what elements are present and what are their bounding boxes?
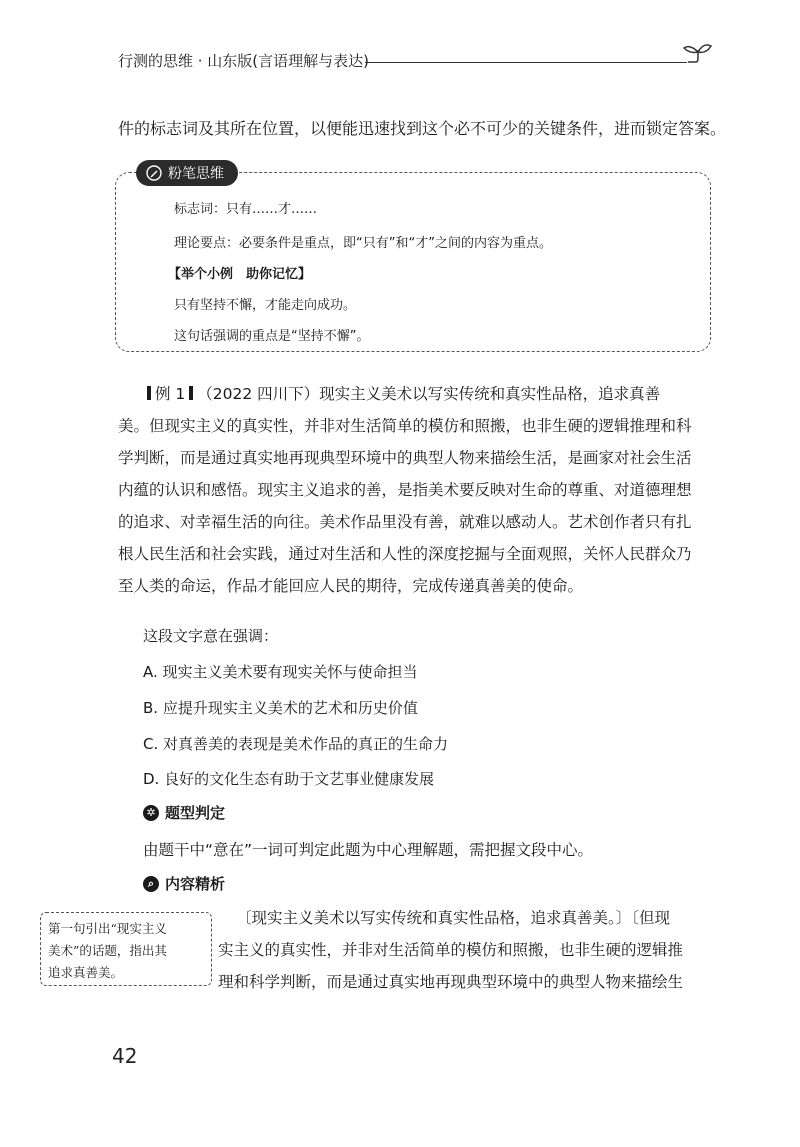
tip-line: 这句话强调的重点是“坚持不懈”。 <box>174 329 370 344</box>
tip-box-title: 粉笔思维 <box>168 166 224 182</box>
sprout-icon <box>680 40 714 70</box>
example-text: 现实主义美术以写实传统和真实性品格，追求真善 <box>319 385 661 403</box>
option-d: D. 良好的文化生态有助于文艺事业健康发展 <box>143 770 435 788</box>
example-first-line <box>143 382 660 404</box>
header-rule <box>365 62 687 63</box>
example-line: 学判断，而是通过真实地再现典型环境中的典型人物来描绘生活，是画家对社会生活 <box>118 449 692 467</box>
example-line: 至人类的命运，作品才能回应人民的期待，完成传递真善美的使命。 <box>118 577 584 595</box>
example-label: 例 1 <box>155 385 186 403</box>
sidenote-text: 第一句引出“现实主义 美术”的话题，指出其 追求真善美。 <box>48 921 167 980</box>
example-line: 的追求、对幸福生活的向往。美术作品里没有善，就难以感动人。艺术创作者只有扎 <box>118 513 692 531</box>
magnifier-icon: ⌕ <box>143 876 159 892</box>
type-section-heading <box>143 802 225 823</box>
example-line: 根人民生活和社会实践，通过对生活和人性的深度挖掘与全面观照，关怀人民群众乃 <box>118 545 692 563</box>
tip-line: 只有坚持不懈，才能走向成功。 <box>174 298 357 313</box>
example-marker <box>189 386 193 400</box>
tip-line: 理论要点：必要条件是重点，即“只有”和“才”之间的内容为重点。 <box>174 236 552 251</box>
analysis-line: 〔现实主义美术以写实传统和真实性品格，追求真善美。〕〔但现 <box>236 909 671 927</box>
page-number: 42 <box>112 1044 138 1068</box>
type-section-text: 由题干中“意在”一词可判定此题为中心理解题，需把握文段中心。 <box>143 841 594 859</box>
example-source: （2022 四川下） <box>197 385 320 403</box>
content-section-title: 内容精析 <box>165 875 226 893</box>
example-marker <box>147 386 151 400</box>
tip-line: 标志词：只有……才…… <box>174 202 318 217</box>
option-b: B. 应提升现实主义美术的艺术和历史价值 <box>143 699 418 717</box>
option-c: C. 对真善美的表现是美术作品的真正的生命力 <box>143 735 449 753</box>
pencil-icon <box>146 165 162 181</box>
intro-text: 件的标志词及其所在位置，以便能迅速找到这个必不可少的关键条件，进而锁定答案。 <box>118 119 727 138</box>
example-line: 美。但现实主义的真实性，并非对生活简单的模仿和照搬，也非生硬的逻辑推理和科 <box>118 417 692 435</box>
option-a: A. 现实主义美术要有现实关怀与使命担当 <box>143 663 418 681</box>
tip-box-tab <box>136 160 238 186</box>
gear-icon: ✲ <box>143 805 159 821</box>
tip-subheading: 【举个小例 助你记忆】 <box>168 267 312 282</box>
content-section-heading <box>143 873 225 894</box>
analysis-line: 实主义的真实性，并非对生活简单的模仿和照搬，也非生硬的逻辑推 <box>218 941 684 959</box>
example-line: 内蕴的认识和感悟。现实主义追求的善，是指美术要反映对生命的尊重、对道德理想 <box>118 481 692 499</box>
type-section-title: 题型判定 <box>165 804 226 822</box>
question-stem: 这段文字意在强调： <box>143 627 279 645</box>
running-header: 行测的思维 · 山东版(言语理解与表达) <box>118 52 370 70</box>
analysis-line: 理和科学判断，而是通过真实地再现典型环境中的典型人物来描绘生 <box>218 973 684 991</box>
